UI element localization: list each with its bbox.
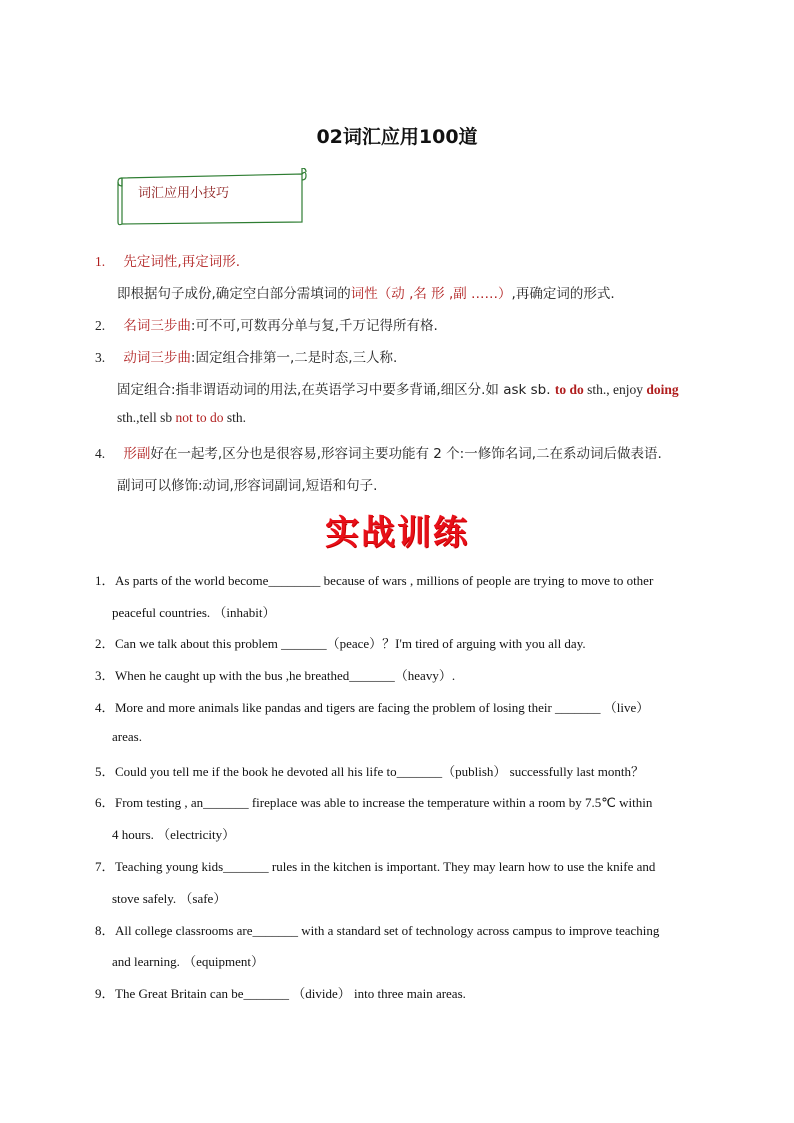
question-number: 8． [95,923,115,938]
tip-1-detail-a: 即根据句子成份,确定空白部分需填词的 [117,286,351,302]
section-banner: 实战训练 [325,513,469,553]
tip-1-detail-c: ,再确定词的形式. [511,286,615,302]
question-number: 6． [95,795,115,810]
question-7-cont: stove safely. （safe） [112,891,227,906]
question-4 [95,697,715,716]
question-number: 2． [95,636,115,651]
question-number: 1． [95,573,115,588]
tip-1-detail [117,282,615,302]
tip-3-detail-a: 固定组合:指非谓语动词的用法,在英语学习中要多背诵,细区分.如 ask sb. [117,382,555,398]
question-number: 3． [95,668,115,683]
question-text: The Great Britain can be_______ （divide） into three main areas. [115,986,466,1001]
tip-4-text: 好在一起考,区分也是很容易,形容词主要功能有 2 个:一修饰名词,二在系动词后做表语. [150,446,662,462]
question-number: 5． [95,764,115,779]
question-text: More and more animals like pandas and tigers are facing the problem of losing their _______ （live） [115,700,650,715]
tip-3-detail-f: not to do [175,410,224,425]
question-7 [95,856,715,875]
tip-1-detail-b: 词性（动 ,名 形 ,副 ……） [350,286,512,302]
scroll-label: 词汇应用小技巧 [138,186,230,201]
question-6-cont: 4 hours. （electricity） [112,827,236,842]
page-title: 02词汇应用100道 [316,126,478,148]
question-4-cont: areas. [112,729,142,744]
tip-3-detail-g: sth. [223,410,247,425]
question-number: 9． [95,986,115,1001]
tip-3-detail-d: doing [646,382,679,397]
tip-2-text: :可不可,可数再分单与复,千万记得所有格. [190,318,438,334]
question-text: Teaching young kids_______ rules in the kitchen is important. They may learn how to use the knife and [115,859,656,874]
tip-3-number: 3. [95,350,106,365]
question-number: 4． [95,700,115,715]
tip-1 [95,250,240,270]
tip-3-detail [117,378,679,398]
tip-1-number: 1. [95,254,106,269]
tip-4-number: 4. [95,446,106,461]
question-text: Could you tell me if the book he devoted all his life to_______（publish） successfully last month？ [115,764,644,779]
tip-2-number: 2. [95,318,106,333]
tip-3-heading: 动词三步曲 [123,350,191,366]
tip-3-detail-b: to do [554,382,584,397]
question-text: Can we talk about this problem _______（peace）？I'm tired of arguing with you all day. [115,636,586,651]
tip-2-heading: 名词三步曲 [123,318,191,334]
question-8-cont: and learning. （equipment） [112,954,264,969]
question-2 [95,633,715,652]
question-text: As parts of the world become________ because of wars , millions of people are trying to move to other [115,573,654,588]
tips-scroll-banner [116,168,308,228]
tip-3-detail-c: sth., enjoy [583,382,647,397]
tip-3 [95,346,397,366]
tip-4 [95,442,662,462]
question-text: From testing , an_______ fireplace was able to increase the temperature within a room by 7.5℃ within [115,795,653,810]
question-1 [95,570,715,589]
question-6 [95,792,715,811]
question-1-cont: peaceful countries. （inhabit） [112,605,276,620]
question-text: All college classrooms are_______ with a standard set of technology across campus to improve teaching [115,923,660,938]
tip-3-detail-e: sth.,tell sb [117,410,176,425]
question-5 [95,761,715,780]
tip-4-detail: 副词可以修饰:动词,形容词副词,短语和句子. [117,478,378,494]
tip-3-detail-2 [117,410,246,426]
question-9 [95,983,715,1002]
question-text: When he caught up with the bus ,he breathed_______（heavy）. [115,668,456,683]
tip-4-heading: 形副 [123,446,151,462]
question-3 [95,665,715,684]
question-number: 7． [95,859,115,874]
tip-2 [95,314,438,334]
tip-1-heading: 先定词性,再定词形. [123,254,241,270]
question-8 [95,920,715,939]
tip-3-text: :固定组合排第一,二是时态,三人称. [190,350,398,366]
